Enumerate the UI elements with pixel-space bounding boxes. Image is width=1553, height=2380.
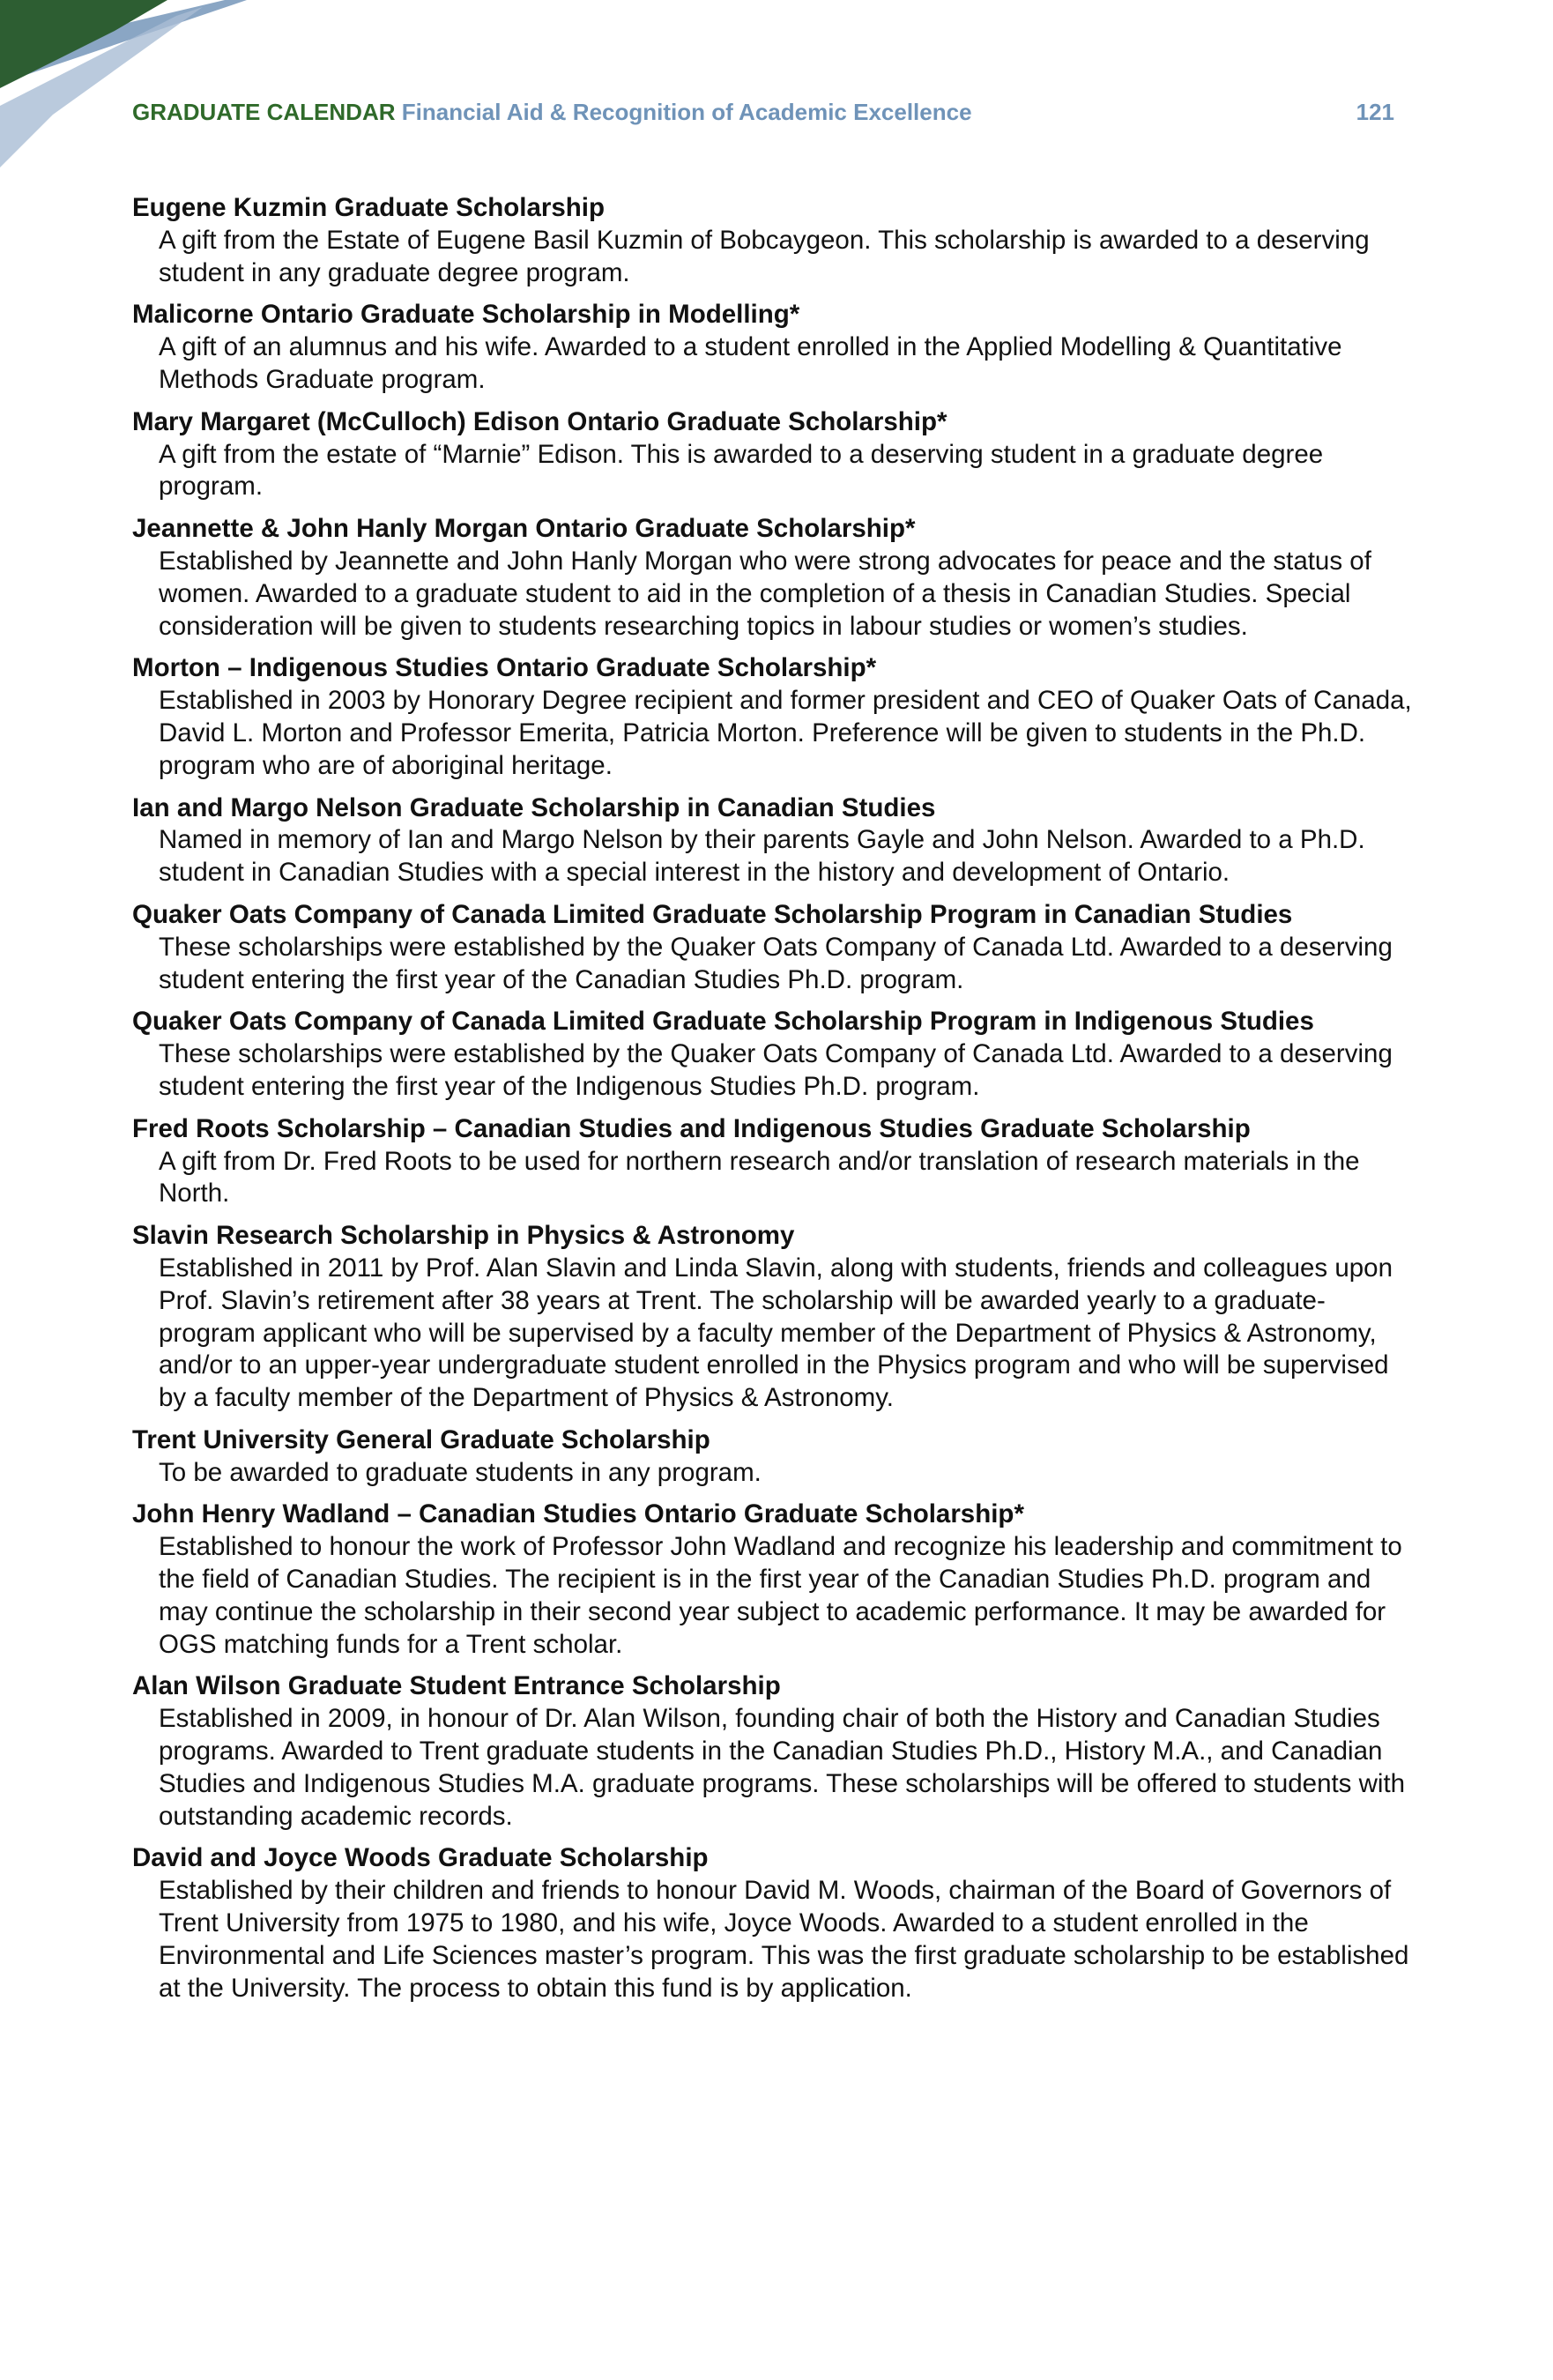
scholarship-entry (132, 1499, 1419, 1661)
scholarship-description: Named in memory of Ian and Margo Nelson by their parents Gayle and John Nelson. Awarded to a Ph.D. student in Canadian Studies with a special interest in the history and development of Ontario. (159, 825, 1365, 888)
header-section-title: Financial Aid & Recognition of Academic Excellence (401, 99, 972, 125)
scholarship-entry (132, 513, 1419, 643)
scholarship-title: John Henry Wadland – Canadian Studies Ontario Graduate Scholarship* (132, 1499, 1024, 1529)
scholarship-description: A gift from Dr. Fred Roots to be used for northern research and/or translation of research materials in the North. (159, 1146, 1360, 1209)
scholarship-title: David and Joyce Woods Graduate Scholarship (132, 1843, 709, 1873)
scholarship-title: Morton – Indigenous Studies Ontario Graduate Scholarship* (132, 653, 877, 683)
scholarship-title: Malicorne Ontario Graduate Scholarship in Modelling* (132, 300, 800, 330)
scholarship-description: A gift of an alumnus and his wife. Awarded to a student enrolled in the Applied Modelling & Quantitative Methods Graduate program. (159, 332, 1342, 394)
scholarship-title: Mary Margaret (McCulloch) Edison Ontario Graduate Scholarship* (132, 406, 947, 436)
scholarship-entry (132, 192, 1419, 289)
scholarship-description: To be awarded to graduate students in any program. (159, 1457, 762, 1487)
scholarship-title: Quaker Oats Company of Canada Limited Graduate Scholarship Program in Indigenous Studies (132, 1007, 1314, 1037)
scholarship-entry (132, 299, 1419, 396)
scholarship-title: Quaker Oats Company of Canada Limited Graduate Scholarship Program in Canadian Studies (132, 899, 1293, 929)
scholarship-entry (132, 1220, 1419, 1415)
scholarship-entry (132, 899, 1419, 996)
scholarship-description: These scholarships were established by the Quaker Oats Company of Canada Ltd. Awarded to a deserving student entering the first year of the Canadian Studies Ph.D. program. (159, 932, 1393, 994)
scholarship-entry (132, 652, 1419, 782)
page-number: 121 (1356, 99, 1394, 125)
scholarship-entry (132, 406, 1419, 503)
scholarship-description: Established in 2003 by Honorary Degree recipient and former president and CEO of Quaker Oats of Canada, David L. Morton and Professor Emerita, Patricia Morton. Preference will be given to students in the Ph.D. program who are of aboriginal heritage. (159, 686, 1412, 780)
scholarship-description: Established by their children and friends to honour David M. Woods, chairman of the Board of Governors of Trent University from 1975 to 1980, and his wife, Joyce Woods. Awarded to a student enrolled in the Environmental and Life Sciences master’s program. This was the first graduate scholarship to be established at the University. The process to obtain this fund is by application. (159, 1876, 1409, 2003)
scholarship-entry (132, 792, 1419, 889)
scholarship-title: Alan Wilson Graduate Student Entrance Scholarship (132, 1671, 781, 1701)
scholarship-description: Established by Jeannette and John Hanly Morgan who were strong advocates for peace and the status of women. Awarded to a graduate student to aid in the completion of a thesis in Canadian Studies. Special consideration will be given to students researching topics in labour studies or women’s studies. (159, 546, 1371, 641)
scholarship-title: Ian and Margo Nelson Graduate Scholarship in Canadian Studies (132, 792, 936, 822)
scholarship-description: Established to honour the work of Professor John Wadland and recognize his leadership and commitment to the field of Canadian Studies. The recipient is in the first year of the Canadian Studies Ph.D. program and may continue the scholarship in their second year subject to academic performance. It may be awarded for OGS matching funds for a Trent scholar. (159, 1532, 1402, 1659)
page-header (132, 99, 1394, 134)
scholarship-title: Jeannette & John Hanly Morgan Ontario Graduate Scholarship* (132, 514, 916, 544)
scholarship-title: Slavin Research Scholarship in Physics & Astronomy (132, 1221, 795, 1251)
scholarship-description: A gift from the estate of “Marnie” Edison. This is awarded to a deserving student in a graduate degree program. (159, 439, 1324, 502)
header-calendar-label: GRADUATE CALENDAR (132, 99, 396, 125)
scholarship-entry (132, 1670, 1419, 1833)
scholarship-entry (132, 1113, 1419, 1210)
corner-decoration (0, 0, 247, 167)
scholarship-description: A gift from the Estate of Eugene Basil Kuzmin of Bobcaygeon. This scholarship is awarded to a deserving student in any graduate degree program. (159, 225, 1370, 287)
scholarship-title: Trent University General Graduate Scholarship (132, 1424, 710, 1454)
scholarship-title: Eugene Kuzmin Graduate Scholarship (132, 193, 606, 222)
scholarship-title: Fred Roots Scholarship – Canadian Studies and Indigenous Studies Graduate Scholarship (132, 1113, 1251, 1143)
scholarship-description: These scholarships were established by the Quaker Oats Company of Canada Ltd. Awarded to a deserving student entering the first year of the Indigenous Studies Ph.D. program. (159, 1039, 1393, 1101)
scholarship-entry (132, 1006, 1419, 1103)
scholarship-list (132, 192, 1419, 2014)
scholarship-entry (132, 1842, 1419, 2004)
scholarship-entry (132, 1424, 1419, 1490)
scholarship-description: Established in 2011 by Prof. Alan Slavin and Linda Slavin, along with students, friends and colleagues upon Prof. Slavin’s retirement after 38 years at Trent. The scholarship will be awarded yearly to a graduate- program applicant who will be supervised by a faculty member of the Department of Physics & Astronomy, and/or to an upper-year undergraduate student enrolled in the Physics program and who will be supervised by a faculty member of the Department of Physics & Astronomy. (159, 1253, 1393, 1413)
scholarship-description: Established in 2009, in honour of Dr. Alan Wilson, founding chair of both the History and Canadian Studies programs. Awarded to Trent graduate students in the Canadian Studies Ph.D., History M.A., and Canadian Studies and Indigenous Studies M.A. graduate programs. These scholarships will be offered to students with outstanding academic records. (159, 1704, 1406, 1831)
